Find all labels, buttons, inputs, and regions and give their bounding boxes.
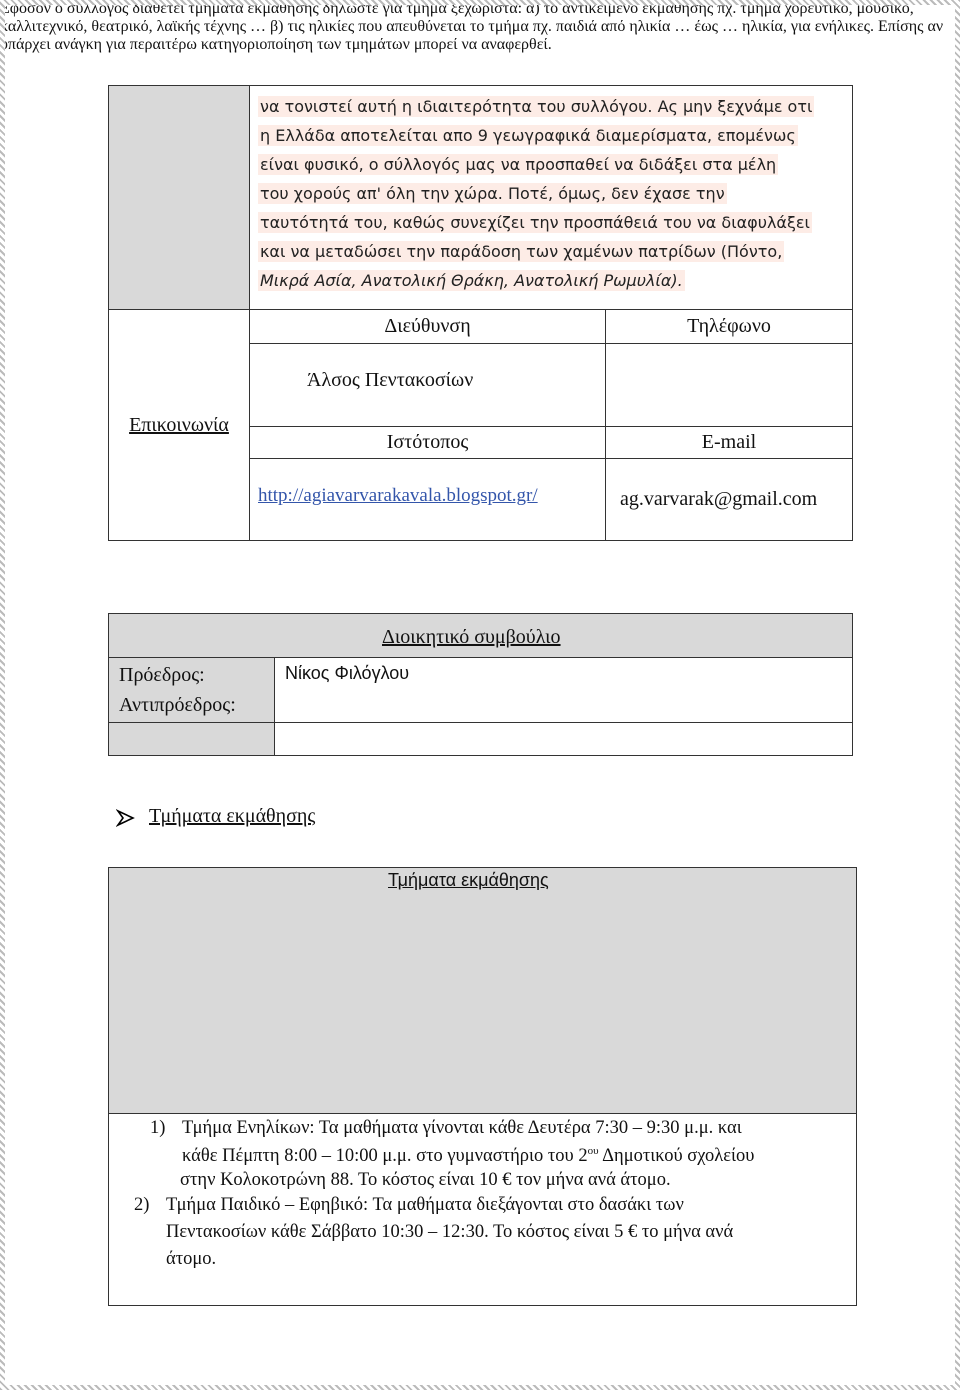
learning-info-box bbox=[108, 867, 857, 1114]
board-values-cell bbox=[274, 657, 853, 723]
address-value-cell bbox=[249, 343, 606, 427]
address-header: Διεύθυνση bbox=[384, 315, 471, 337]
email-value[interactable]: ag.varvarak@gmail.com bbox=[620, 488, 818, 510]
list-item-line: Τμήμα Παιδικό – Εφηβικό: Τα μαθήματα διεξάγονται στο δασάκι των bbox=[166, 1195, 684, 1215]
intro-left-cell bbox=[108, 85, 250, 310]
intro-line: η Ελλάδα αποτελείται απο 9 γεωγραφικά διαμερίσματα, επομένως bbox=[260, 126, 796, 145]
president-label: Πρόεδρος: bbox=[119, 664, 205, 686]
board-empty-right bbox=[274, 722, 853, 756]
website-header-cell bbox=[249, 426, 606, 459]
phone-value-cell bbox=[605, 343, 853, 427]
learning-description: Εφόσον ο σύλλογος διαθέτει τμήματα εκμάθησης δηλώστε για τμήμα ξεχωριστά: α) το αντικείμενο εκμάθησης πχ. τμήμα χορευτικό, μουσικό, καλλιτεχνικό, θεατρικό, λαϊκής τέχνης … β) τις ηλικίες που απευθύνεται το τμήμα πχ. παιδιά από ηλικία … έως … ηλικία, για ενήλικες. Επίσης αν υπάρχει ανάγκη για περαιτέρω κατηγοριοποίηση των τμημάτων μπορεί να αναφερθεί. bbox=[0, 0, 944, 53]
intro-line-italic: Μικρά Ασία, Ανατολική Θράκη, Ανατολική Ρωμυλία). bbox=[260, 271, 683, 290]
phone-header: Τηλέφωνο bbox=[687, 315, 771, 337]
vice-president-label: Αντιπρόεδρος: bbox=[119, 694, 236, 716]
website-header: Ιστότοπος bbox=[386, 431, 469, 453]
list-item-line: άτομο. bbox=[166, 1249, 217, 1269]
intro-line: και να μεταδώσει την παράδοση των χαμένων πατρίδων (Πόντο, bbox=[260, 242, 783, 261]
president-value: Νίκος Φιλόγλου bbox=[285, 663, 410, 683]
contact-label-cell bbox=[108, 309, 250, 541]
intro-line: να τονιστεί αυτή η ιδιαιτερότητα του συλλόγου. Ας μην ξεχνάμε οτι bbox=[260, 97, 813, 116]
board-title: Διοικητικό συμβούλιο bbox=[382, 626, 561, 648]
list-item-text: Δημοτικού σχολείου bbox=[598, 1146, 755, 1167]
email-header-cell bbox=[605, 426, 853, 459]
phone-header-cell bbox=[605, 309, 853, 344]
board-empty-left bbox=[108, 722, 275, 756]
list-number: 1) bbox=[150, 1118, 166, 1138]
website-link[interactable]: http://agiavarvarakavala.blogspot.gr/ bbox=[258, 485, 538, 506]
ordinal-superscript: ου bbox=[587, 1145, 599, 1157]
address-value: Άλσος Πεντακοσίων bbox=[307, 369, 474, 391]
learning-section-heading: Τμήματα εκμάθησης bbox=[149, 805, 316, 827]
contact-label: Επικοινωνία bbox=[129, 413, 229, 436]
list-item-line bbox=[182, 1139, 754, 1169]
arrow-bullet-icon bbox=[116, 809, 136, 827]
learning-box-title: Τμήματα εκμάθησης bbox=[388, 870, 549, 890]
email-header: E-mail bbox=[701, 431, 757, 453]
list-item-line: στην Κολοκοτρώνη 88. Το κόστος είναι 10 € τον μήνα ανά άτομο. bbox=[180, 1170, 671, 1190]
email-value-cell bbox=[605, 458, 853, 541]
list-item-line: Πεντακοσίων κάθε Σάββατο 10:30 – 12:30. Το κόστος είναι 5 € το μήνα ανά bbox=[166, 1222, 734, 1242]
list-item-text: κάθε Πέμπτη 8:00 – 10:00 μ.μ. στο γυμναστήριο του 2 bbox=[182, 1146, 588, 1167]
intro-line: του χορούς απ' όλη την χώρα. Ποτέ, όμως, δεν έχασε την bbox=[260, 184, 725, 203]
board-title-row bbox=[108, 613, 853, 658]
intro-line: είναι φυσικό, ο σύλλογός μας να προσπαθεί να διδάξει στα μέλη bbox=[260, 155, 777, 174]
list-item-line: Τμήμα Ενηλίκων: Τα μαθήματα γίνονται κάθε Δευτέρα 7:30 – 9:30 μ.μ. και bbox=[182, 1118, 742, 1138]
list-number: 2) bbox=[134, 1195, 150, 1215]
website-value-cell bbox=[249, 458, 606, 541]
address-header-cell bbox=[249, 309, 606, 344]
board-labels-cell bbox=[108, 657, 275, 723]
intro-paragraph bbox=[258, 92, 843, 295]
intro-line: ταυτότητά του, καθώς συνεχίζει την προσπάθειά του να διαφυλάξει bbox=[260, 213, 810, 232]
